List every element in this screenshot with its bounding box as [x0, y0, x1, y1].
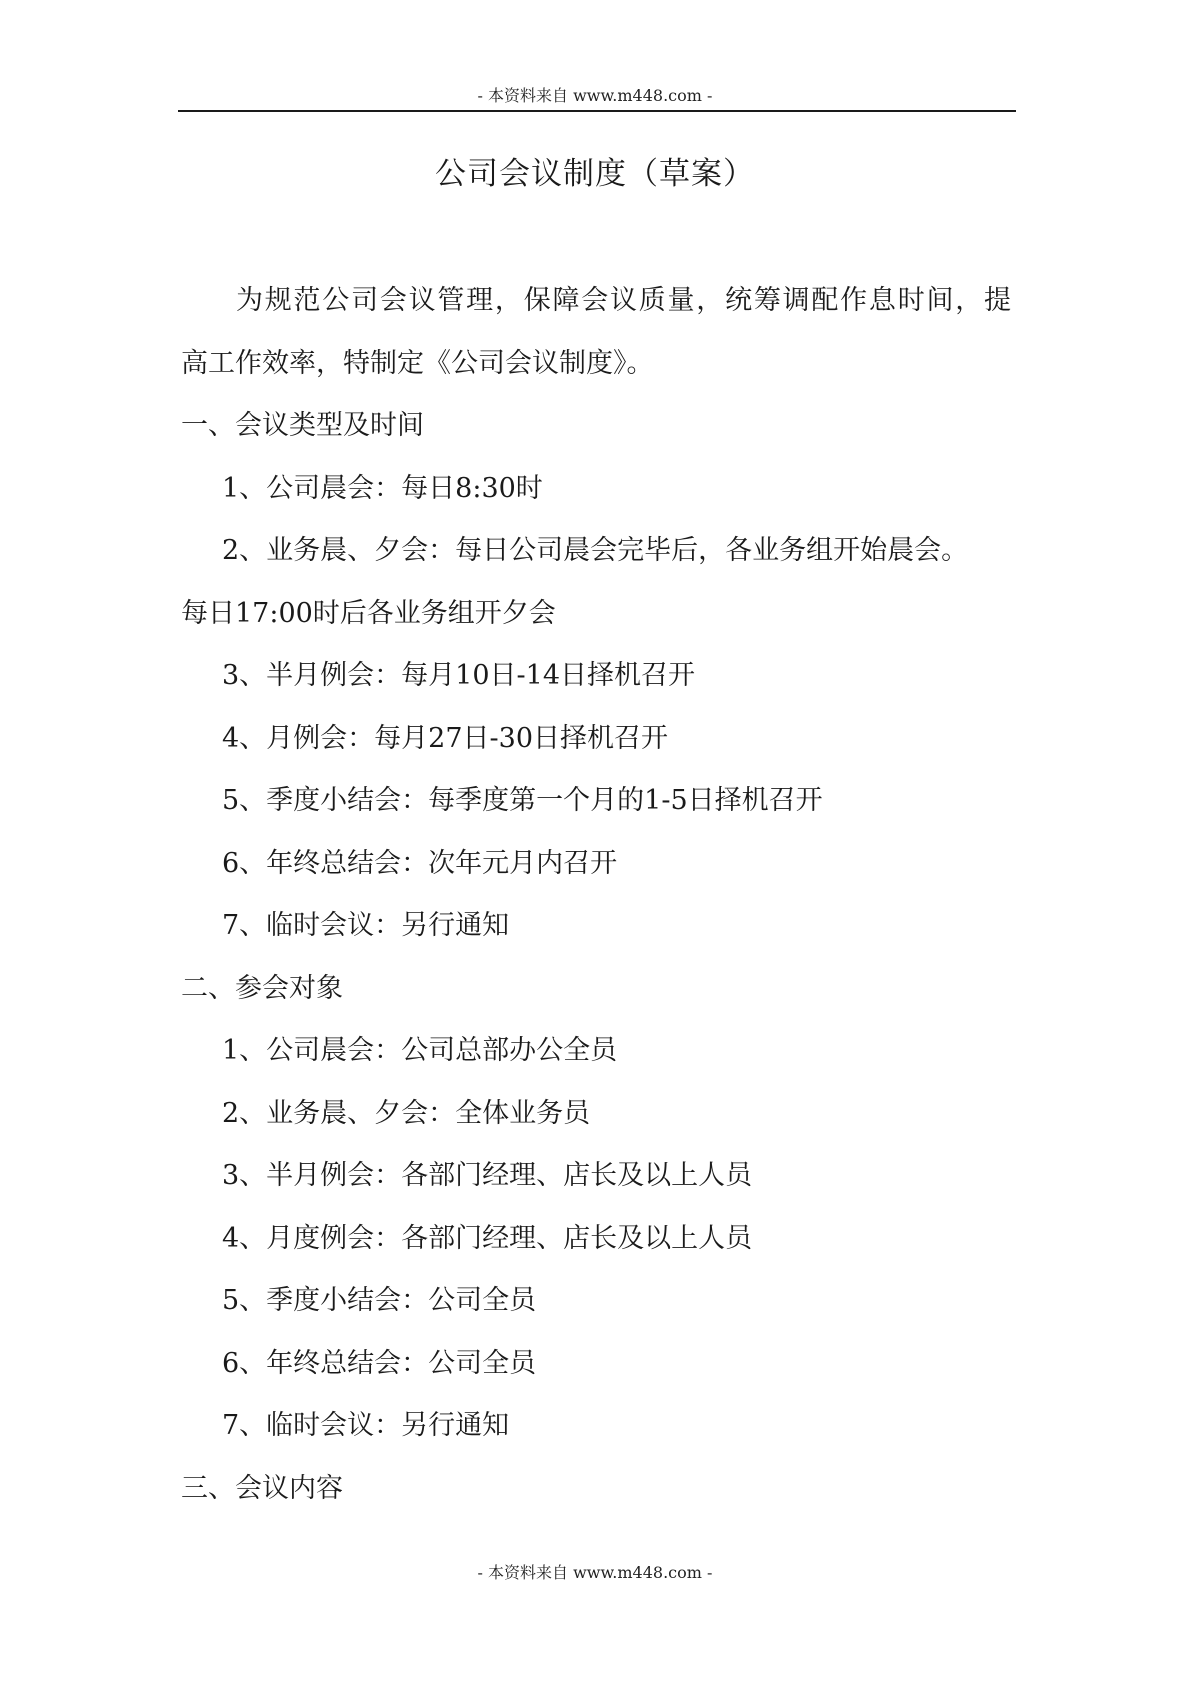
section-heading-2: 二、参会对象	[181, 972, 343, 1004]
list-item: 7、临时会议：另行通知	[222, 910, 510, 941]
list-item: 3、半月例会：各部门经理、店长及以上人员	[222, 1160, 753, 1191]
list-item: 6、年终总结会：次年元月内召开	[222, 847, 618, 879]
intro-line-2: 高工作效率，特制定《公司会议制度》。	[181, 347, 654, 379]
document-title: 公司会议制度（草案）	[435, 156, 755, 192]
list-item: 5、季度小结会：每季度第一个月的1-5日择机召开	[222, 785, 823, 816]
list-item: 2、业务晨、夕会：全体业务员	[222, 1097, 591, 1129]
list-item: 1、公司晨会：每日8:30时	[222, 472, 543, 504]
list-item: 1、公司晨会：公司总部办公全员	[222, 1035, 618, 1066]
section-heading-3: 三、会议内容	[181, 1472, 343, 1504]
list-item-continuation: 每日17:00时后各业务组开夕会	[181, 597, 556, 629]
list-item: 7、临时会议：另行通知	[222, 1410, 510, 1441]
list-item: 4、月度例会：各部门经理、店长及以上人员	[222, 1222, 753, 1254]
intro-line-1: 为规范公司会议管理，保障会议质量，统筹调配作息时间，提	[236, 285, 1011, 316]
list-item: 5、季度小结会：公司全员	[222, 1285, 537, 1316]
document-body	[181, 270, 1011, 1520]
list-item: 2、业务晨、夕会：每日公司晨会完毕后，各业务组开始晨会。	[222, 535, 969, 566]
list-item: 3、半月例会：每月10日-14日择机召开	[222, 660, 696, 691]
section-heading-1: 一、会议类型及时间	[181, 410, 424, 441]
list-item: 6、年终总结会：公司全员	[222, 1347, 537, 1379]
running-footer: - 本资料来自 www.m448.com -	[477, 1563, 713, 1582]
list-item: 4、月例会：每月27日-30日择机召开	[222, 722, 669, 754]
header-divider	[178, 110, 1016, 112]
running-header: - 本资料来自 www.m448.com -	[477, 86, 713, 105]
